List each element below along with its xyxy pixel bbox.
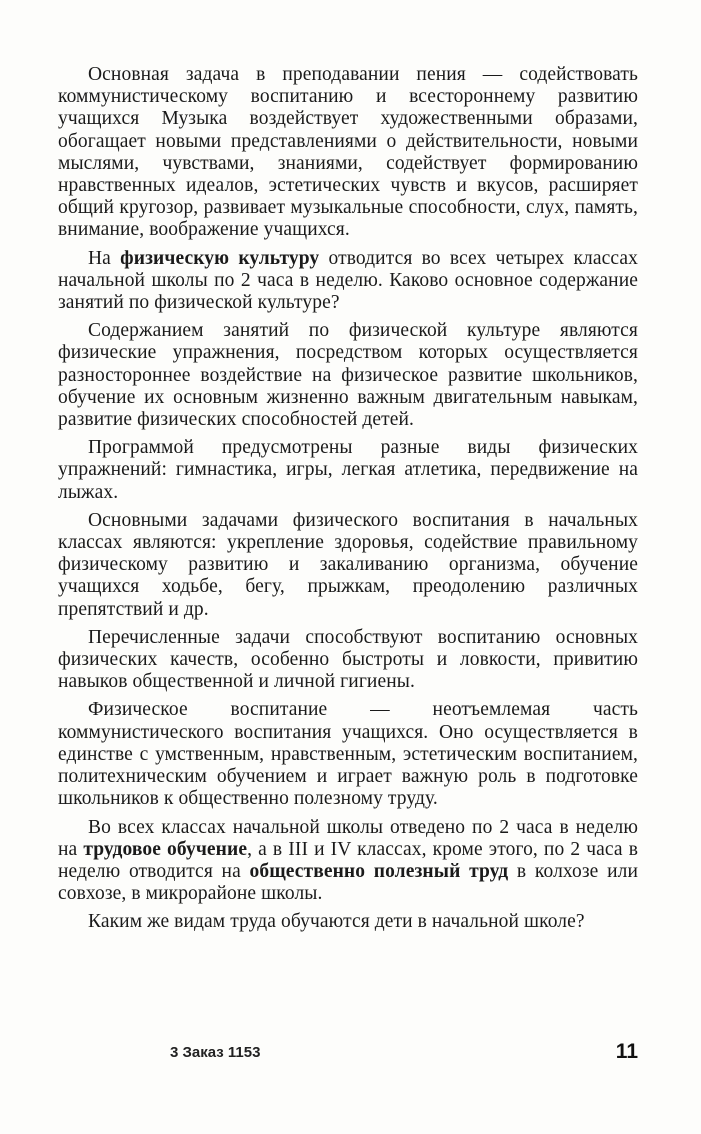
- paragraph: [58, 320, 638, 431]
- paragraph-text: Перечисленные задачи способствуют воспитанию основных физических качеств, особенно быстроты и ловкости, привитию навыков общественной и личной гигиены.: [58, 626, 638, 693]
- paragraph-text: Содержанием занятий по физической культуре являются физические упражнения, посредством которых осуществляется разностороннее воздействие на физическое развитие школьников, обучение их основным жизненно важным двигательным навыкам, развитие физических способностей детей.: [58, 320, 638, 431]
- paragraph-text: Программой предусмотрены разные виды физических упражнений: гимнастика, игры, легкая атлетика, передвижение на лыжах.: [58, 437, 638, 503]
- paragraph-text: Каким же видам труда обучаются дети в начальной школе?: [88, 911, 585, 933]
- paragraph: [58, 817, 638, 906]
- paragraph-text: , а в III и IV классах, кроме этого, по 2 часа в неделю отводится на: [58, 838, 638, 882]
- print-order-mark: 3 Заказ 1153: [170, 1044, 261, 1061]
- bold-term: общественно полезный труд: [249, 860, 509, 882]
- body-text: [58, 64, 638, 940]
- paragraph-text: отводится во всех четырех классах начальной школы по 2 часа в неделю. Каково основное содержание занятий по физической культуре?: [58, 247, 638, 314]
- paragraph: [58, 248, 638, 315]
- paragraph: [58, 64, 638, 242]
- page-number: 11: [615, 1040, 638, 1063]
- paragraph-text: в колхозе или совхозе, в микрорайоне школы.: [58, 860, 638, 905]
- paragraph: [58, 510, 638, 621]
- paragraph: [58, 437, 638, 504]
- paragraph-text: Физическое воспитание — неотъемлемая часть коммунистического воспитания учащихся. Оно осуществляется в единстве с умственным, нравственным, эстетическим воспитанием, политехническим обучением и играет важную роль в подготовке школьников к общественно полезному труду.: [58, 699, 638, 810]
- page-footer: [58, 1040, 638, 1068]
- paragraph-text: На: [88, 247, 121, 269]
- paragraph: [58, 699, 638, 810]
- paragraph-text: Основная задача в преподавании пения — содействовать коммунистическому воспитанию и всестороннему развитию учащихся Музыка воздействует художественными образами, обогащает новыми представлениями о действительности, новыми мыслями, чувствами, знаниями, содействует формированию нравственных идеалов, эстетических чувств и вкусов, расширяет общий кругозор, развивает музыкальные способности, слух, память, внимание, воображение учащихся.: [58, 64, 638, 241]
- paragraph: [58, 911, 638, 933]
- paragraph-text: Основными задачами физического воспитания в начальных классах являются: укрепление здоровья, содействие правильному физическому развитию и закаливанию организма, обучение учащихся ходьбе, бегу, прыжкам, преодолению различных препятствий и др.: [58, 509, 638, 620]
- paragraph-text: Во всех классах начальной школы отведено по 2 часа в неделю на: [58, 816, 638, 860]
- bold-term: трудовое обучение: [83, 838, 248, 860]
- paragraph: [58, 627, 638, 694]
- bold-term: физическую культуру: [120, 247, 320, 269]
